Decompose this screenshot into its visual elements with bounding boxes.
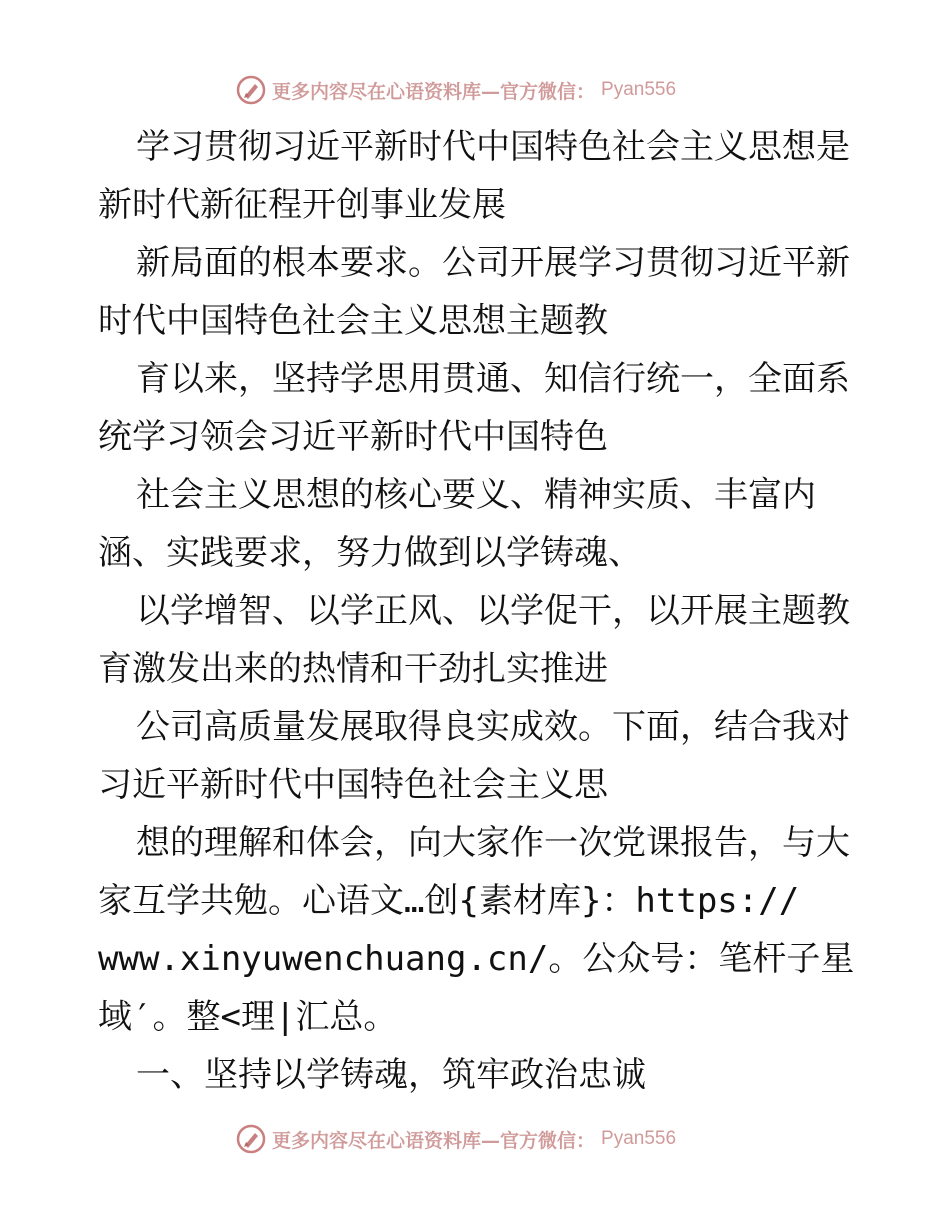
- paragraph-line: 统学习领会习近平新时代中国特色: [98, 417, 608, 457]
- paragraph-line: 想的理解和体会，向大家作一次党课报告，与大: [136, 823, 850, 863]
- paragraph-line: www.xinyuwenchuang.cn/。公众号：笔杆子星: [98, 939, 855, 979]
- paragraph-line: 社会主义思想的核心要义、精神实质、丰富内: [136, 475, 816, 515]
- watermark-header: [236, 73, 676, 107]
- watermark-handle: Pyan556: [601, 79, 677, 100]
- paragraph-line: 新局面的根本要求。公司开展学习贯彻习近平新: [136, 243, 850, 283]
- watermark-text: 更多内容尽在心语资料库—官方微信：: [272, 1129, 596, 1152]
- pen-logo-icon: [236, 75, 266, 105]
- paragraph-line: 域′。整<理|汇总。: [98, 997, 398, 1037]
- paragraph-line: 育激发出来的热情和干劲扎实推进: [98, 649, 608, 689]
- paragraph-line: 家互学共勉。心语文…创{素材库}：https://: [98, 881, 800, 921]
- paragraph-line: 以学增智、以学正风、以学促干，以开展主题教: [136, 591, 850, 631]
- paragraph-line: 育以来，坚持学思用贯通、知信行统一，全面系: [136, 359, 850, 399]
- pen-logo-icon: [236, 1124, 266, 1154]
- paragraph-line: 公司高质量发展取得良实成效。下面，结合我对: [136, 707, 850, 747]
- paragraph-line: 时代中国特色社会主义思想主题教: [98, 301, 608, 341]
- watermark-handle: Pyan556: [601, 1128, 677, 1149]
- paragraph-line: 新时代新征程开创事业发展: [98, 185, 506, 225]
- paragraph-line: 学习贯彻习近平新时代中国特色社会主义思想是: [136, 127, 850, 167]
- paragraph-line: 习近平新时代中国特色社会主义思: [98, 765, 608, 805]
- section-heading: 一、坚持以学铸魂，筑牢政治忠诚: [136, 1055, 646, 1095]
- document-body: [98, 118, 858, 1104]
- watermark-footer: [236, 1122, 676, 1156]
- watermark-text: 更多内容尽在心语资料库—官方微信：: [272, 80, 596, 103]
- paragraph-line: 涵、实践要求，努力做到以学铸魂、: [98, 533, 642, 573]
